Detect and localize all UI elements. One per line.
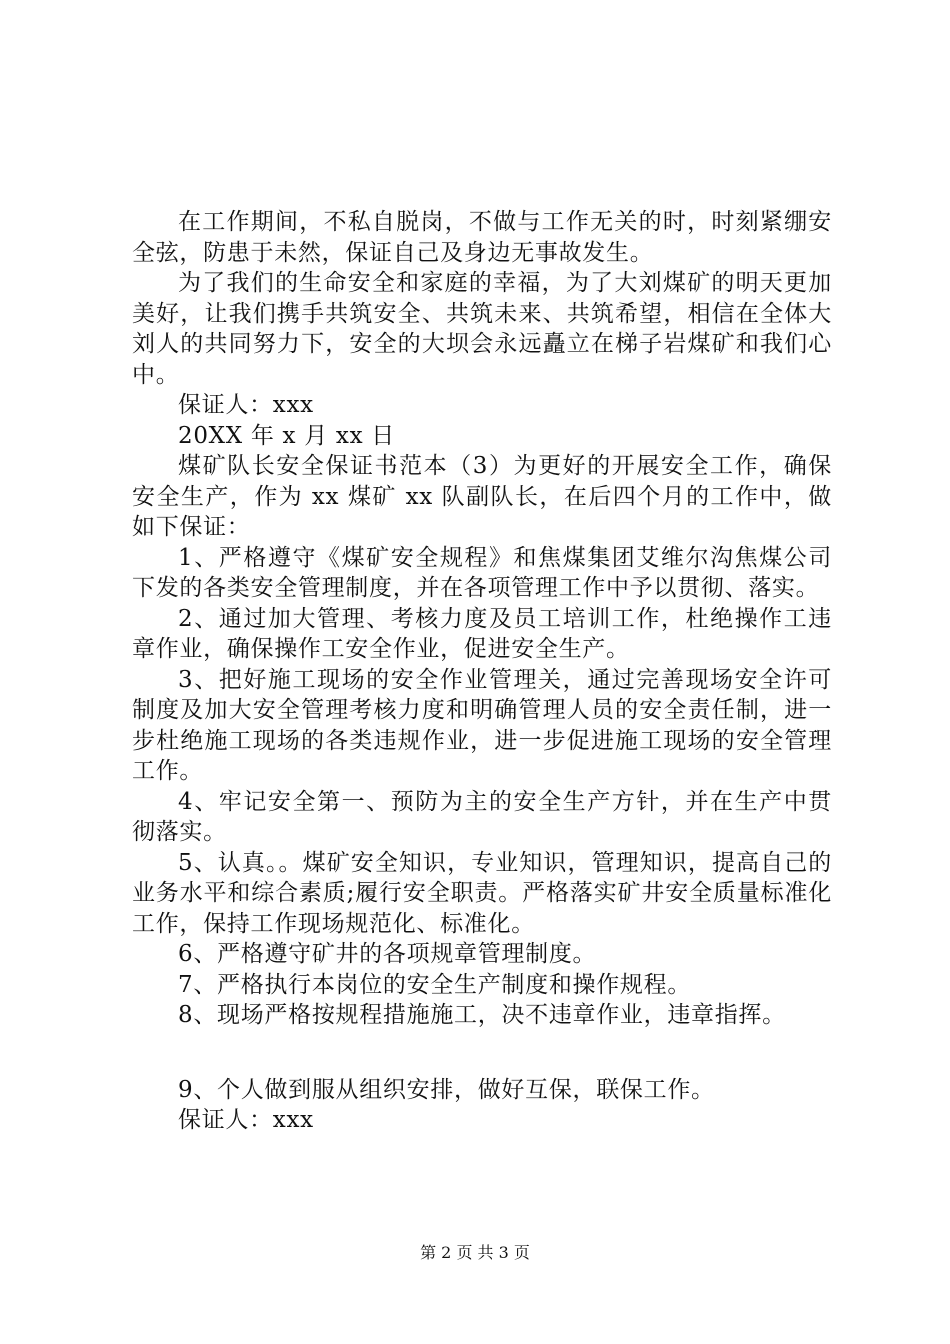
pledge-item-5: 5、认真。。煤矿安全知识，专业知识，管理知识，提高自己的业务水平和综合素质;履行安全职责。严格落实矿井安全质量标准化工作，保持工作现场规范化、标准化。 [132, 849, 832, 937]
paragraph-safety-hope: 为了我们的生命安全和家庭的幸福，为了大刘煤矿的明天更加美好，让我们携手共筑安全、共筑未来、共筑希望，相信在全体大刘人的共同努力下，安全的大坝会永远矗立在梯子岩煤矿和我们心中。 [132, 270, 832, 388]
pledge-item-3: 3、把好施工现场的安全作业管理关，通过完善现场安全许可制度及加大安全管理考核力度和明确管理人员的安全责任制，进一步杜绝施工现场的各类违规作业，进一步促进施工现场的安全管理工作。 [132, 666, 832, 784]
pledge-item-8: 8、现场严格按规程措施施工，决不违章作业，违章指挥。 [178, 1002, 786, 1028]
document-body [132, 207, 832, 1136]
pledge-item-6: 6、严格遵守矿井的各项规章管理制度。 [178, 941, 597, 967]
pledge-item-1: 1、严格遵守《煤矿安全规程》和焦煤集团艾维尔沟焦煤公司下发的各类安全管理制度，并在各项管理工作中予以贯彻、落实。 [132, 544, 832, 601]
date-line: 20XX 年 x 月 xx 日 [178, 422, 395, 449]
page-number-footer: 第 2 页 共 3 页 [420, 1243, 530, 1262]
paragraph-spacer [132, 1031, 832, 1075]
paragraph-work-discipline: 在工作期间，不私自脱岗，不做与工作无关的时，时刻紧绷安全弦，防患于未然，保证自己及身边无事故发生。 [132, 209, 832, 266]
guarantor-line-1: 保证人：xxx [178, 392, 314, 418]
pledge-item-7: 7、严格执行本岗位的安全生产制度和操作规程。 [178, 971, 692, 998]
pledge-item-2: 2、通过加大管理、考核力度及员工培训工作，杜绝操作工违章作业，确保操作工安全作业，促进安全生产。 [132, 605, 832, 662]
paragraph-sample-3-intro: 煤矿队长安全保证书范本（3）为更好的开展安全工作，确保安全生产，作为 xx 煤矿 xx 队副队长，在后四个月的工作中，做如下保证： [132, 453, 832, 540]
pledge-item-9: 9、个人做到服从组织安排，做好互保，联保工作。 [178, 1076, 715, 1103]
pledge-item-4: 4、牢记安全第一、预防为主的安全生产方针，并在生产中贯彻落实。 [132, 788, 832, 845]
guarantor-line-2: 保证人：xxx [178, 1107, 314, 1133]
